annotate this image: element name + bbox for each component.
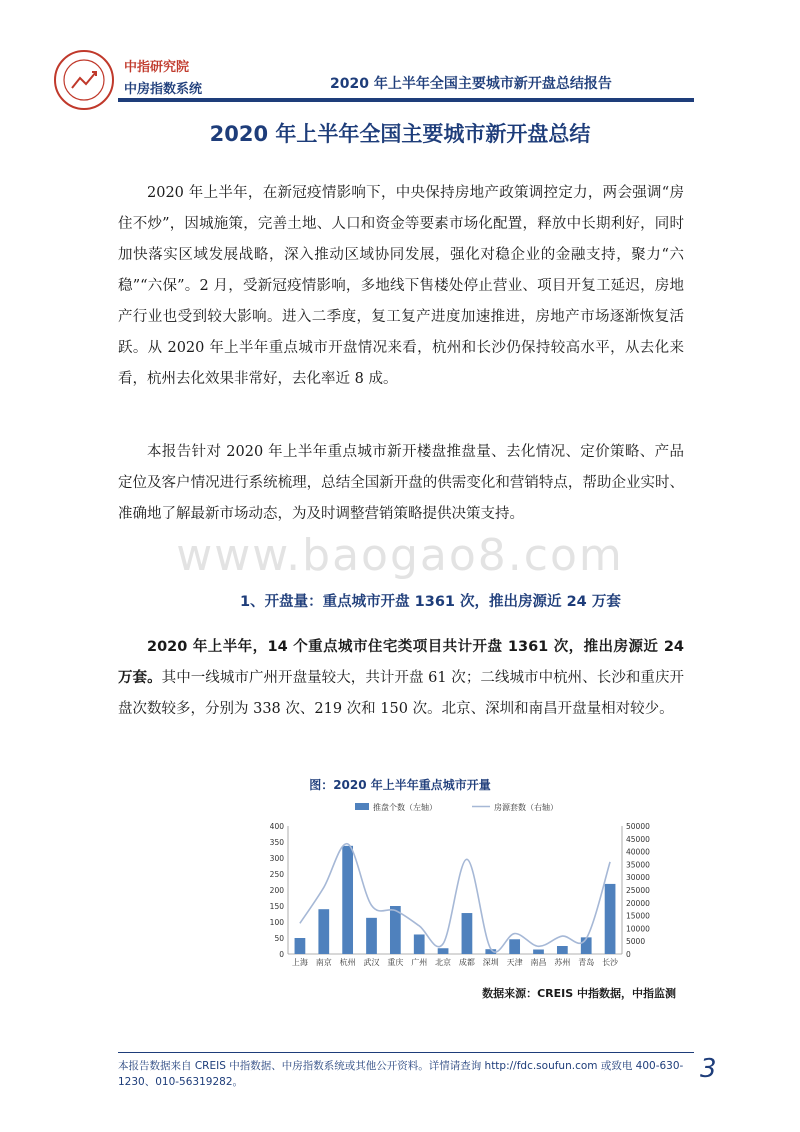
left-tick-label: 100 — [269, 918, 284, 927]
x-tick-label: 武汉 — [363, 958, 380, 967]
data-source-note: 数据来源：CREIS 中指数据，中指监测 — [482, 987, 676, 1000]
city-openings-chart — [250, 796, 670, 976]
x-tick-label: 南昌 — [530, 958, 547, 967]
x-tick-label: 杭州 — [339, 958, 356, 967]
summary-paragraph — [118, 632, 684, 725]
legend-swatch-bars — [355, 803, 369, 810]
right-tick-label: 35000 — [626, 860, 650, 870]
right-tick-label: 15000 — [626, 911, 650, 921]
left-tick-label: 400 — [269, 822, 284, 831]
bar-北京 — [438, 948, 449, 954]
left-tick-label: 150 — [269, 902, 284, 911]
bar-武汉 — [366, 918, 377, 954]
bar-南京 — [318, 909, 329, 954]
x-tick-label: 南京 — [315, 958, 332, 967]
bar-杭州 — [342, 846, 353, 954]
page-number: 3 — [700, 1054, 717, 1084]
chart-title: 图：2020 年上半年重点城市开量 — [309, 778, 491, 792]
right-tick-label: 45000 — [626, 834, 650, 844]
footer-note: 本报告数据来自 CREIS 中指数据、中房指数系统或其他公开资料。详情请查询 http://fdc.soufun.com 或致电 400-630-1230、010-56319282。 — [118, 1060, 684, 1088]
x-tick-label: 长沙 — [602, 958, 619, 967]
left-tick-label: 250 — [269, 870, 284, 879]
left-tick-label: 0 — [279, 950, 284, 959]
left-tick-label: 50 — [274, 934, 284, 943]
x-tick-label: 广州 — [411, 958, 428, 967]
org-name-secondary: 中房指数系统 — [124, 82, 203, 97]
bar-长沙 — [605, 884, 616, 954]
right-tick-label: 0 — [626, 950, 631, 959]
left-tick-label: 200 — [269, 886, 284, 895]
bar-广州 — [414, 934, 425, 954]
summary-detail: 其中一线城市广州开盘量较大，共计开盘 61 次；二线城市中杭州、长沙和重庆开盘次数较多，分别为 338 次、219 次和 150 次。北京、深圳和南昌开盘量相对较少。 — [118, 670, 685, 717]
x-tick-label: 青岛 — [578, 958, 595, 967]
x-tick-label: 深圳 — [482, 958, 499, 967]
right-tick-label: 50000 — [626, 822, 650, 831]
footer-divider — [118, 1052, 694, 1053]
scope-paragraph: 本报告针对 2020 年上半年重点城市新开楼盘推盘量、去化情况、定价策略、产品定位及客户情况进行系统梳理，总结全国新开盘的供需变化和营销特点，帮助企业实时、准确地了解最新市场动态，为及时调整营销策略提供决策支持。 — [118, 444, 684, 522]
right-tick-label: 20000 — [626, 898, 650, 908]
legend-label-bars: 推盘个数（左轴） — [373, 803, 437, 812]
left-tick-label: 350 — [269, 838, 284, 847]
summary-lead: 2020 年上半年，14 个重点城市住宅类项目共计开盘 1361 次，推出房源近 24 万套。 — [118, 639, 684, 686]
section-heading: 1、开盘量：重点城市开盘 1361 次，推出房源近 24 万套 — [240, 594, 621, 610]
bar-成都 — [462, 913, 473, 954]
bar-上海 — [295, 938, 306, 954]
x-tick-label: 苏州 — [554, 958, 571, 967]
right-tick-label: 10000 — [626, 924, 650, 934]
logo-emblem-icon — [52, 48, 116, 112]
bar-南昌 — [533, 950, 544, 954]
header-divider — [118, 98, 694, 102]
bar-天津 — [509, 939, 520, 954]
report-header-title: 2020 年上半年全国主要城市新开盘总结报告 — [330, 76, 612, 92]
left-tick-label: 300 — [269, 854, 284, 863]
right-tick-label: 30000 — [626, 873, 650, 883]
right-tick-label: 40000 — [626, 847, 650, 857]
x-tick-label: 天津 — [506, 958, 523, 967]
x-tick-label: 重庆 — [387, 958, 404, 967]
legend-label-line: 房源套数（右轴） — [494, 803, 558, 812]
right-tick-label: 5000 — [626, 937, 646, 947]
intro-paragraph: 2020 年上半年，在新冠疫情影响下，中央保持房地产政策调控定力，两会强调“房住不炒”，因城施策，完善土地、人口和资金等要素市场化配置，释放中长期利好，同时加快落实区域发展战略，深入推动区域协同发展，强化对稳企业的金融支持，聚力“六稳”“六保”。2 月，受新冠疫情影响，多地线下售楼处停止营业、项目开复工延迟，房地产行业也受到较大影响。进入二季度，复工复产进度加速推进，房地产市场逐渐恢复活跃。从 2020 年上半年重点城市开盘情况来看，杭州和长沙仍保持较高水平，从去化来看，杭州去化效果非常好，去化率近 8 成。 — [118, 185, 684, 387]
x-tick-label: 北京 — [435, 958, 452, 967]
page-title: 2020 年上半年全国主要城市新开盘总结 — [209, 122, 591, 146]
org-name-primary: 中指研究院 — [124, 60, 190, 75]
x-tick-label: 成都 — [458, 958, 475, 967]
bar-苏州 — [557, 946, 568, 954]
watermark: www.baogao8.com — [176, 530, 624, 581]
right-tick-label: 25000 — [626, 886, 650, 895]
x-tick-label: 上海 — [291, 958, 308, 967]
